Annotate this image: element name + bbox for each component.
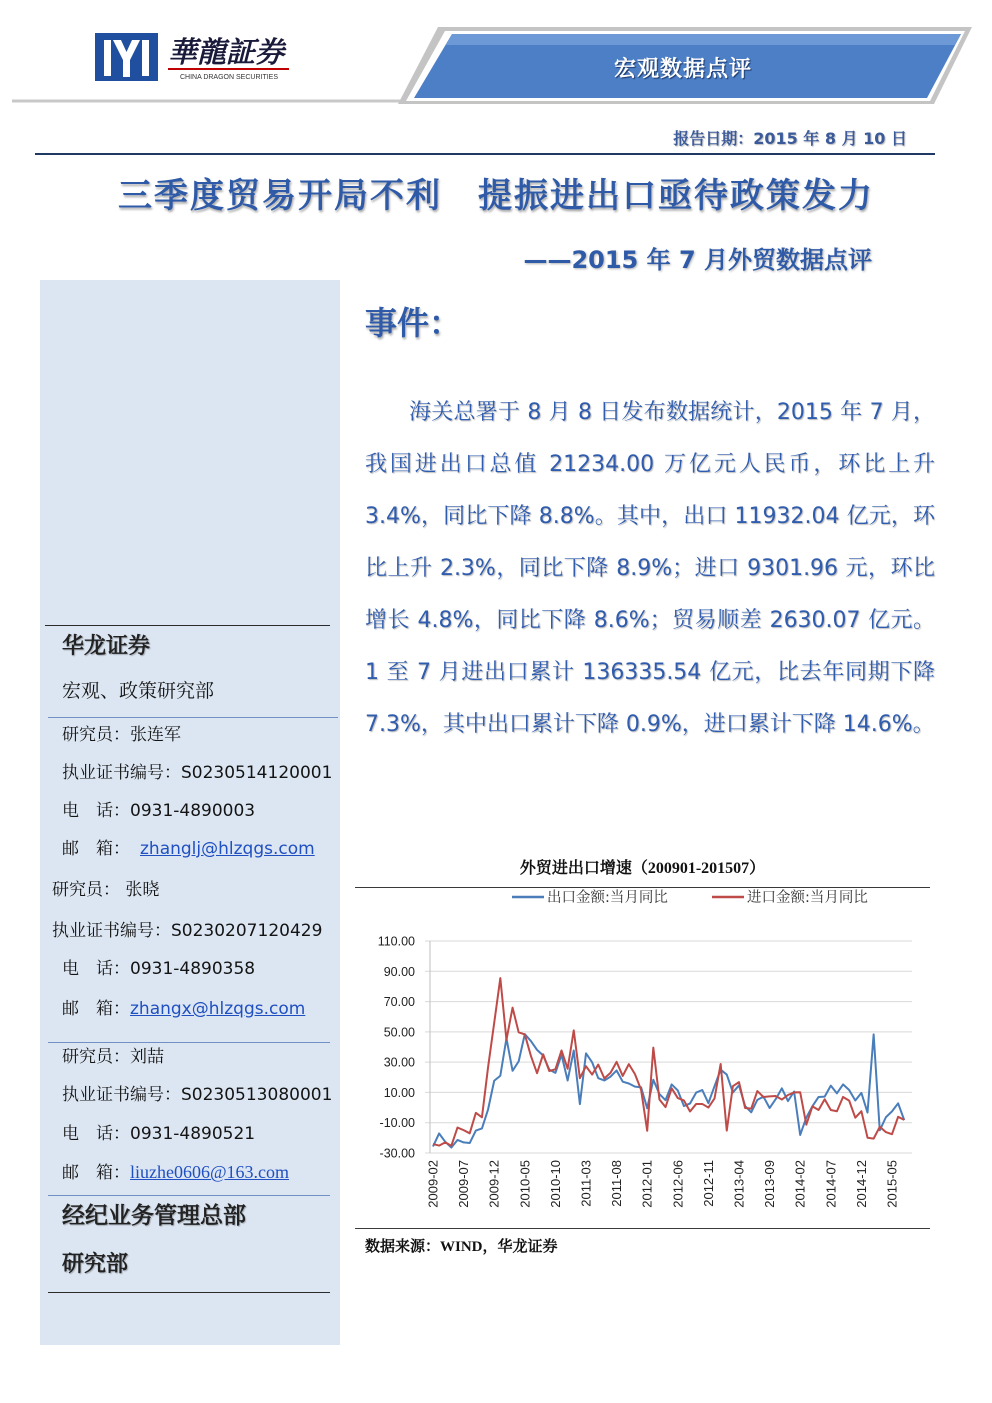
x-tick-label: 2014-12: [853, 1160, 869, 1208]
chart-title: 外贸进出口增速（200901-201507）: [519, 860, 766, 877]
analyst-email-label: 邮 箱：: [62, 1163, 130, 1183]
analyst-email-label: 邮 箱：: [62, 999, 130, 1019]
chart-bottom-rule: [355, 1228, 930, 1229]
analyst-name: 研究员： 张晓: [52, 880, 160, 900]
sidebar-company: 华龙证券: [62, 634, 151, 659]
x-tick-label: 2009-07: [456, 1160, 472, 1208]
y-tick-label: 50.00: [383, 1025, 415, 1040]
x-tick-label: 2010-10: [547, 1160, 563, 1208]
sidebar-division-unit: 研究部: [62, 1252, 129, 1277]
y-tick-label: 30.00: [383, 1055, 415, 1070]
sidebar-division: 经纪业务管理总部: [62, 1203, 246, 1229]
y-tick-label: 70.00: [383, 995, 415, 1010]
analyst-email-link[interactable]: zhanglj@hlzqgs.com: [140, 839, 315, 859]
page-subtitle: ——2015 年 7 月外贸数据点评: [523, 246, 872, 274]
chart-source: 数据来源：WIND，华龙证券: [365, 1239, 558, 1255]
analyst-phone: 电 话：0931-4890521: [62, 1124, 256, 1144]
banner-highlight: [446, 34, 961, 45]
page-title: 三季度贸易开局不利 提振进出口亟待政策发力: [118, 176, 874, 216]
x-tick-label: 2012-11: [700, 1160, 716, 1207]
sidebar-divider: [45, 625, 330, 626]
analyst-email-link[interactable]: liuzhe0606@163.com: [130, 1162, 290, 1182]
logo-english-name: CHINA DRAGON SECURITIES: [179, 74, 279, 81]
y-tick-label: 110.00: [377, 934, 415, 949]
x-tick-label: 2011-08: [609, 1160, 625, 1207]
company-logo: [95, 33, 289, 81]
sidebar-divider: [48, 1042, 330, 1043]
report-date: 报告日期：2015 年 8 月 10 日: [673, 129, 907, 148]
header-divider: [35, 153, 935, 155]
x-tick-label: 2011-03: [578, 1160, 594, 1207]
analyst-cert: 执业证书编号：S0230207120429: [52, 921, 323, 941]
banner-title: 宏观数据点评: [613, 57, 752, 82]
analyst-email-row: [62, 1161, 289, 1184]
x-tick-label: 2012-06: [670, 1160, 686, 1208]
analyst-cert: 执业证书编号：S0230514120001: [62, 763, 333, 783]
x-tick-label: 2015-05: [884, 1160, 900, 1208]
analyst-email-row: [62, 838, 315, 860]
legend-label: 出口金额:当月同比: [547, 890, 668, 906]
sidebar-divider: [48, 1292, 330, 1293]
x-tick-label: 2014-07: [823, 1160, 839, 1208]
analyst-email-link[interactable]: zhangx@hlzqgs.com: [130, 999, 306, 1019]
series-line-export: [433, 1034, 904, 1147]
trade-growth-chart: [355, 880, 935, 1225]
analyst-name: 研究员：刘喆: [62, 1047, 164, 1067]
analyst-name: 研究员：张连军: [62, 725, 181, 745]
x-tick-label: 2013-09: [762, 1160, 778, 1208]
y-tick-label: -10.00: [379, 1116, 415, 1131]
event-heading: 事件：: [365, 304, 462, 342]
event-paragraph: 海关总署于 8 月 8 日发布数据统计，2015 年 7 月，我国进出口总值 21234.00 万亿元人民币，环比上升 3.4%，同比下降 8.8%。其中，出口 11932.04 亿元，环比上升 2.3%，同比下降 8.9%；进口 9301.96 元，环比增长 4.8%，同比下降 8.6%；贸易顺差 2630.07 亿元。1 至 7 月进出口累计 136335.54 亿元，比去年同期下降 7.3%，其中出口累计下降 0.9%，进口累计下降 14.6%。: [365, 400, 935, 737]
legend-label: 进口金额:当月同比: [747, 890, 868, 906]
logo-icon-right-post: [142, 40, 149, 76]
sidebar-department: 宏观、政策研究部: [62, 680, 215, 702]
x-tick-label: 2012-01: [639, 1160, 655, 1208]
logo-icon-left-post: [104, 40, 111, 76]
y-tick-label: 90.00: [383, 964, 415, 979]
sidebar-divider: [48, 1195, 330, 1196]
analyst-email-row: [62, 998, 305, 1020]
analyst-phone: 电 话：0931-4890358: [62, 959, 256, 979]
x-tick-label: 2009-12: [486, 1160, 502, 1208]
sidebar-divider: [48, 717, 338, 718]
x-tick-label: 2014-02: [792, 1160, 808, 1208]
logo-chinese-name: 華龍証券: [168, 35, 285, 69]
x-tick-label: 2009-02: [425, 1160, 441, 1208]
analyst-phone: 电 话：0931-4890003: [62, 801, 256, 821]
analyst-cert: 执业证书编号：S0230513080001: [62, 1085, 333, 1105]
x-tick-label: 2010-05: [517, 1160, 533, 1208]
y-tick-label: 10.00: [383, 1085, 415, 1100]
x-tick-label: 2013-04: [731, 1160, 747, 1208]
analyst-email-label: 邮 箱：: [62, 839, 130, 859]
y-tick-label: -30.00: [379, 1146, 415, 1161]
